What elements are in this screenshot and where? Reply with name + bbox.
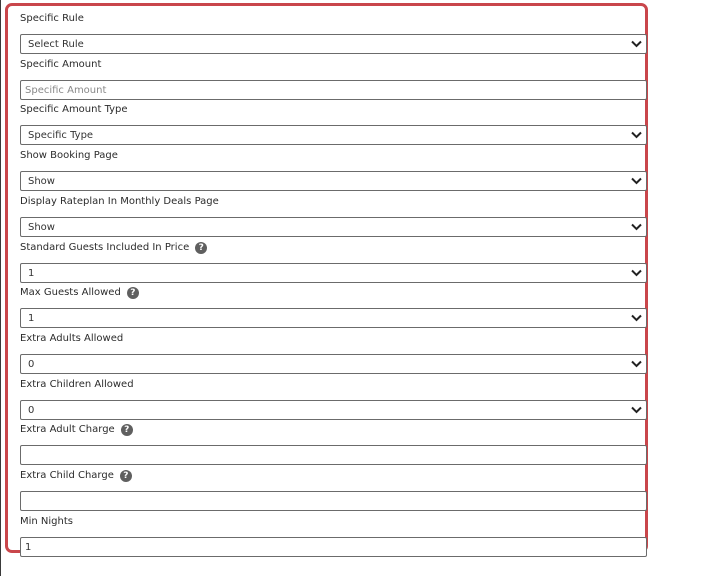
help-icon[interactable]: ? — [127, 287, 139, 299]
chevron-down-icon — [626, 218, 646, 236]
chevron-down-icon — [626, 309, 646, 327]
standard-guests-value: 1 — [28, 267, 35, 279]
window-left-edge — [0, 0, 1, 576]
rate-plan-settings-panel — [5, 3, 648, 553]
show-booking-page-value: Show — [28, 175, 55, 187]
specific-rule-value: Select Rule — [28, 38, 84, 50]
chevron-down-icon — [626, 355, 646, 373]
help-icon[interactable]: ? — [121, 424, 133, 436]
extra-child-charge-input[interactable] — [20, 491, 647, 511]
show-booking-page-select[interactable] — [20, 171, 647, 191]
chevron-down-icon — [626, 264, 646, 282]
extra-adults-select[interactable] — [20, 354, 647, 374]
specific-amount-type-select[interactable] — [20, 125, 647, 145]
specific-amount-type-value: Specific Type — [28, 129, 94, 141]
specific-rule-label: Specific Rule — [20, 13, 84, 24]
extra-adults-label: Extra Adults Allowed — [20, 333, 124, 344]
display-rateplan-monthly-deals-select[interactable] — [20, 217, 647, 237]
extra-children-select[interactable] — [20, 400, 647, 420]
specific-amount-label: Specific Amount — [20, 59, 102, 70]
extra-adults-value: 0 — [28, 358, 35, 370]
help-icon[interactable]: ? — [195, 242, 207, 254]
chevron-down-icon — [626, 172, 646, 190]
help-icon[interactable]: ? — [120, 470, 132, 482]
max-guests-select[interactable] — [20, 308, 647, 328]
extra-children-label: Extra Children Allowed — [20, 379, 134, 390]
min-nights-label: Min Nights — [20, 516, 73, 527]
extra-adult-charge-label: Extra Adult Charge — [20, 424, 115, 435]
specific-amount-type-label: Specific Amount Type — [20, 104, 128, 115]
extra-child-charge-label: Extra Child Charge — [20, 470, 114, 481]
chevron-down-icon — [626, 35, 646, 53]
max-guests-label: Max Guests Allowed — [20, 287, 121, 298]
display-rateplan-monthly-deals-value: Show — [28, 221, 55, 233]
max-guests-value: 1 — [28, 312, 35, 324]
extra-children-value: 0 — [28, 404, 35, 416]
extra-adult-charge-input[interactable] — [20, 445, 647, 465]
standard-guests-select[interactable] — [20, 263, 647, 283]
specific-amount-input[interactable] — [20, 80, 647, 100]
chevron-down-icon — [626, 401, 646, 419]
specific-rule-select[interactable] — [20, 34, 647, 54]
standard-guests-label: Standard Guests Included In Price — [20, 242, 190, 253]
display-rateplan-monthly-deals-label: Display Rateplan In Monthly Deals Page — [20, 196, 219, 207]
show-booking-page-label: Show Booking Page — [20, 150, 118, 161]
chevron-down-icon — [626, 126, 646, 144]
min-nights-input[interactable] — [20, 537, 647, 557]
